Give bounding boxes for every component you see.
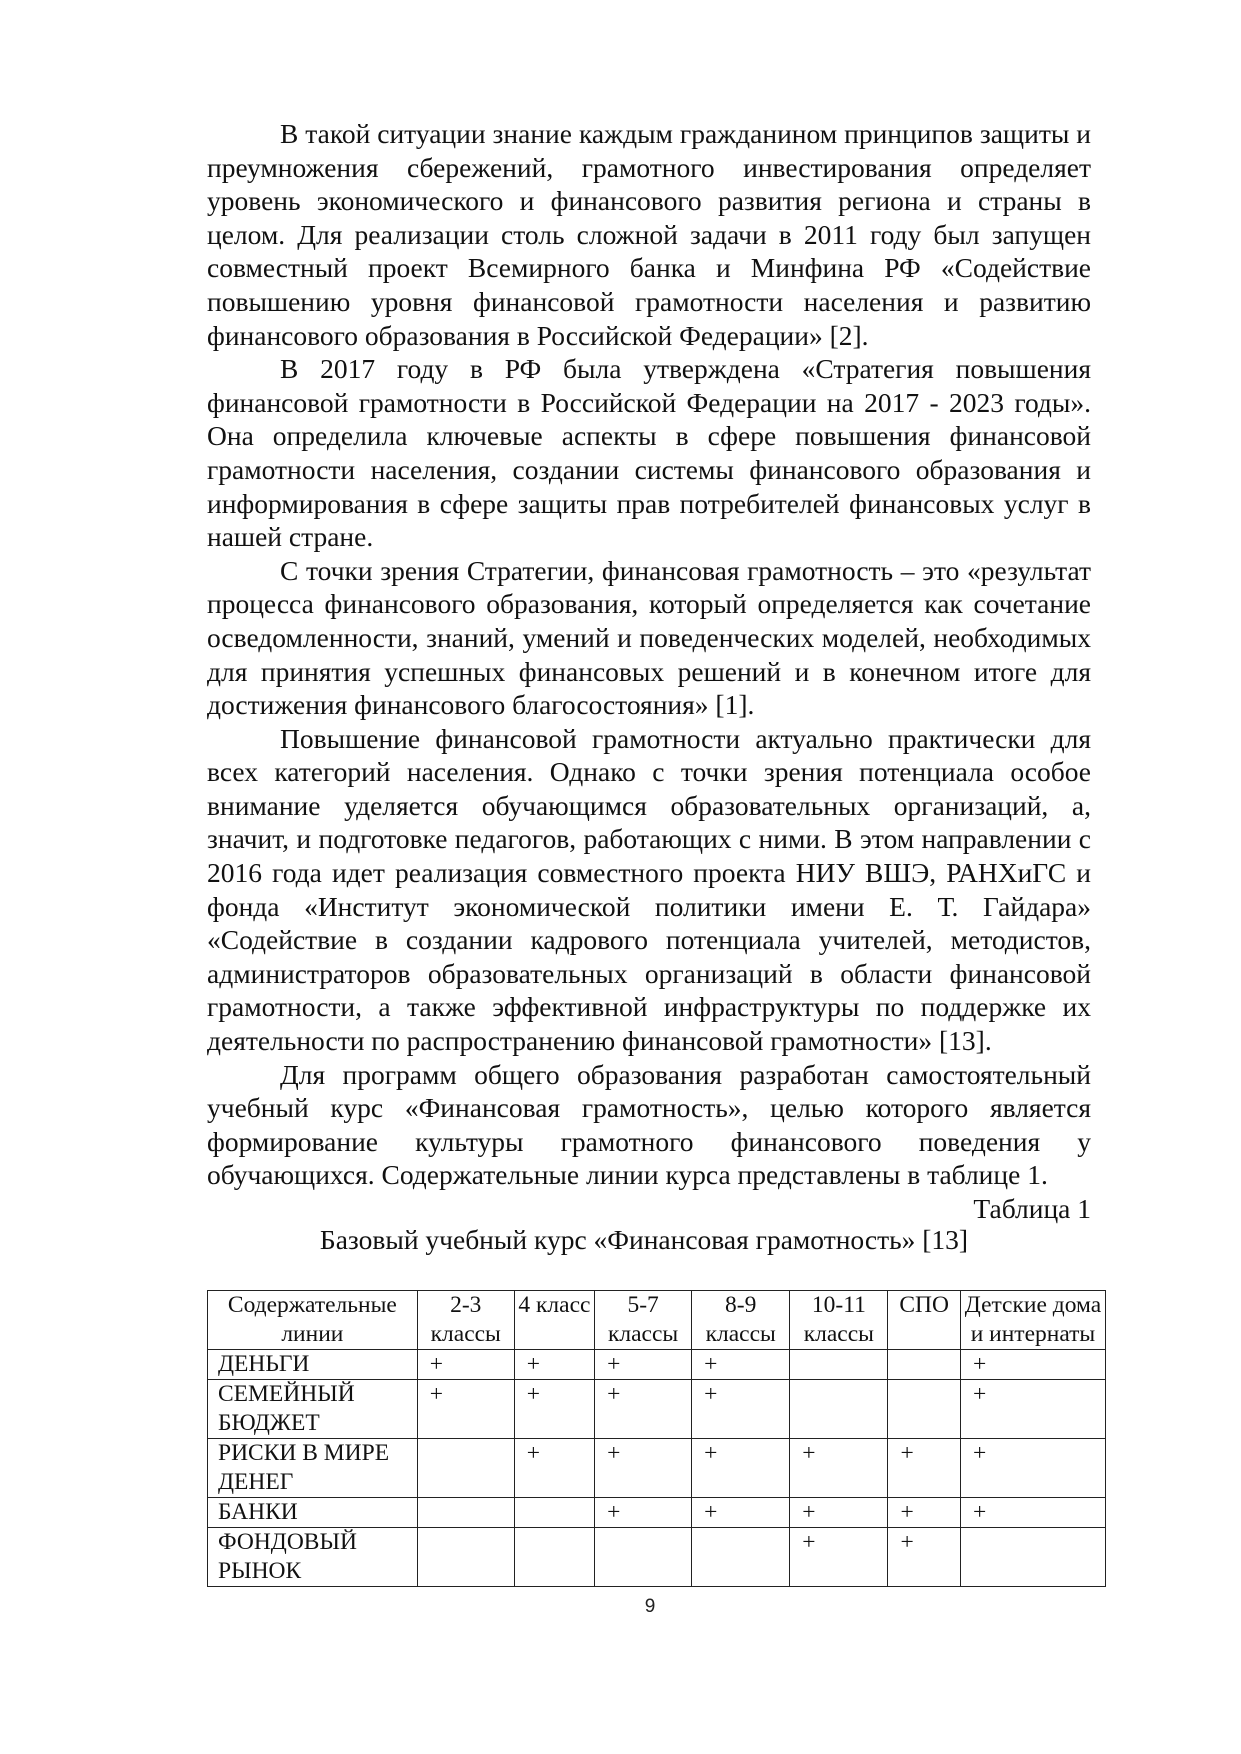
table-cell xyxy=(790,1350,888,1380)
content-line-name: СЕМЕЙНЫЙ БЮДЖЕТ xyxy=(208,1380,418,1439)
table-cell: + xyxy=(595,1380,692,1439)
paragraph-2: В 2017 году в РФ была утверждена «Стратегия повышения финансовой грамотности в Российской Федерации на 2017 - 2023 годы». Она определила ключевые аспекты в сфере повышения финансовой грамотности населения, создании системы финансового образования и информирования в сфере защиты прав потребителей финансовых услуг в нашей стране. xyxy=(207,353,1091,553)
table-header-cell: 2-3 классы xyxy=(417,1291,514,1350)
content-line-name: ФОНДОВЫЙ РЫНОК xyxy=(208,1528,418,1587)
table-row xyxy=(208,1498,1106,1528)
table-cell: + xyxy=(595,1439,692,1498)
table-header-cell: 8-9 классы xyxy=(692,1291,790,1350)
table-cell: + xyxy=(514,1350,594,1380)
table-cell xyxy=(417,1498,514,1528)
table-cell: + xyxy=(692,1439,790,1498)
content-line-name: РИСКИ В МИРЕ ДЕНЕГ xyxy=(208,1439,418,1498)
table-cell: + xyxy=(960,1380,1105,1439)
table-cell: + xyxy=(960,1350,1105,1380)
table-header-cell: 5-7 классы xyxy=(595,1291,692,1350)
table-cell xyxy=(514,1498,594,1528)
table-cell xyxy=(888,1350,961,1380)
table-cell: + xyxy=(888,1528,961,1587)
table-cell xyxy=(514,1528,594,1587)
table-cell: + xyxy=(514,1380,594,1439)
table-row xyxy=(208,1380,1106,1439)
table-cell: + xyxy=(692,1498,790,1528)
paragraph-4: Повышение финансовой грамотности актуально практически для всех категорий населения. Однако с точки зрения потенциала особое внимание уделяется обучающимся образовательных организаций, а, значит, и подготовке педагогов, работающих с ними. В этом направлении с 2016 года идет реализация совместного проекта НИУ ВШЭ, РАНХиГС и фонда «Институт экономической политики имени Е. Т. Гайдара» «Содействие в создании кадрового потенциала учителей, методистов, администраторов образовательных организаций в области финансовой грамотности, а также эффективной инфраструктуры по поддержке их деятельности по распространению финансовой грамотности» [13]. xyxy=(207,722,1091,1057)
paragraph-3: С точки зрения Стратегии, финансовая грамотность – это «результат процесса финансового образования, который определяется как сочетание осведомленности, знаний, умений и поведенческих моделей, необходимых для принятия успешных финансовых решений и в конечном итоге для достижения финансового благосостояния» [1]. xyxy=(207,554,1091,721)
table-cell xyxy=(417,1439,514,1498)
table-cell xyxy=(595,1528,692,1587)
course-table xyxy=(207,1290,1106,1587)
paragraph-1: В такой ситуации знание каждым гражданином принципов защиты и преумножения сбережений, грамотного инвестирования определяет уровень экономического и финансового развития региона и страны в целом. Для реализации столь сложной задачи в 2011 году был запущен совместный проект Всемирного банка и Минфина РФ «Содействие повышению уровня финансовой грамотности населения и развитию финансового образования в Российской Федерации» [2]. xyxy=(207,118,1091,351)
table-header-cell: 10-11 классы xyxy=(790,1291,888,1350)
content-line-name: ДЕНЬГИ xyxy=(208,1350,418,1380)
table-row xyxy=(208,1439,1106,1498)
page-number: 9 xyxy=(644,1596,656,1617)
table-header-cell: Детские дома и интернаты xyxy=(960,1291,1105,1350)
table-cell: + xyxy=(514,1439,594,1498)
table-cell: + xyxy=(692,1380,790,1439)
table-cell: + xyxy=(595,1498,692,1528)
table-cell: + xyxy=(790,1439,888,1498)
table-cell: + xyxy=(790,1498,888,1528)
table-cell: + xyxy=(417,1350,514,1380)
table-header-row xyxy=(208,1291,1106,1350)
table-cell: + xyxy=(417,1380,514,1439)
table-cell xyxy=(960,1528,1105,1587)
content-line-name: БАНКИ xyxy=(208,1498,418,1528)
table-cell: + xyxy=(790,1528,888,1587)
table-cell: + xyxy=(960,1498,1105,1528)
table-cell xyxy=(692,1528,790,1587)
document-body xyxy=(207,117,1091,1255)
table-cell: + xyxy=(888,1498,961,1528)
table-cell xyxy=(417,1528,514,1587)
table-cell: + xyxy=(960,1439,1105,1498)
table-row xyxy=(208,1350,1106,1380)
paragraph-5: Для программ общего образования разработан самостоятельный учебный курс «Финансовая грамотность», целью которого является формирование культуры грамотного финансового поведения у обучающихся. Содержательные линии курса представлены в таблице 1. xyxy=(207,1058,1091,1191)
table-header-cell: 4 класс xyxy=(514,1291,594,1350)
table-cell xyxy=(888,1380,961,1439)
table-cell: + xyxy=(888,1439,961,1498)
table-header-cell: СПО xyxy=(888,1291,961,1350)
table-row xyxy=(208,1528,1106,1587)
table-cell xyxy=(790,1380,888,1439)
table-header-cell: Содержательные линии xyxy=(208,1291,418,1350)
table-cell: + xyxy=(692,1350,790,1380)
table-cell: + xyxy=(595,1350,692,1380)
table-number: Таблица 1 xyxy=(973,1193,1091,1224)
table-title: Базовый учебный курс «Финансовая грамотность» [13] xyxy=(319,1224,969,1255)
